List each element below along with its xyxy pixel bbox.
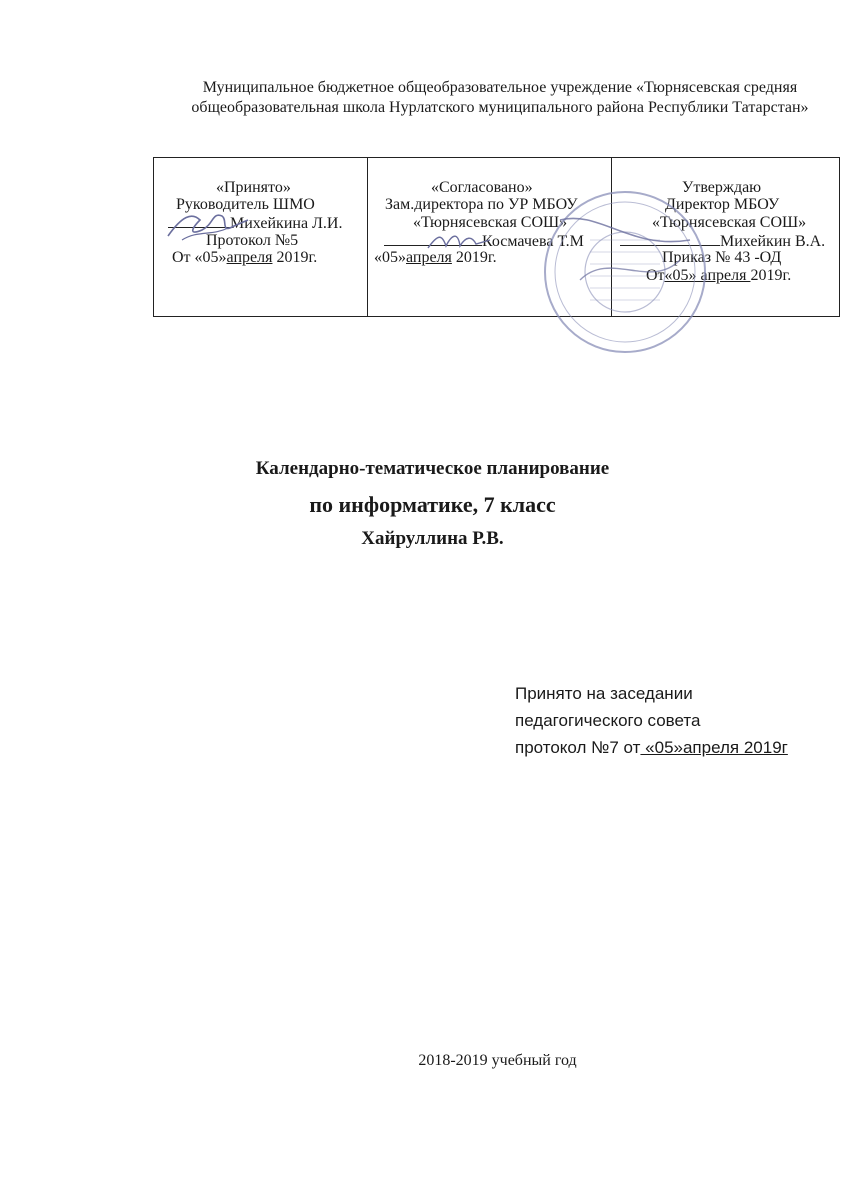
council-approval <box>515 680 788 761</box>
approved-date-prefix: От <box>646 267 665 284</box>
approved-date-underlined: «05» апреля <box>664 267 751 284</box>
agreed-date-prefix: «05» <box>374 249 406 266</box>
agreed-school: «Тюрнясевская СОШ» <box>413 214 568 231</box>
agreed-signature <box>424 228 494 256</box>
school-header-line-1: Муниципальное бюджетное общеобразовательное учреждение «Тюрнясевская средняя <box>202 79 798 96</box>
approved-date-year: 2019г. <box>750 267 792 284</box>
academic-year: 2018-2019 учебный год <box>418 1052 577 1069</box>
school-header <box>120 78 865 118</box>
document-title: Календарно-тематическое планирование <box>255 458 610 479</box>
accepted-date-prefix: От «05» <box>172 249 227 266</box>
accepted-date-year: 2019г. <box>272 249 318 266</box>
agreed-name: Космачева Т.М <box>482 233 584 250</box>
council-protocol: протокол №7 от <box>515 738 641 757</box>
accepted-protocol: Протокол №5 <box>206 232 299 249</box>
school-stamp <box>540 180 710 365</box>
document-author: Хайруллина Р.В. <box>361 528 504 549</box>
agreed-date-month: апреля <box>406 249 452 266</box>
agreed-role: Зам.директора по УР МБОУ <box>385 196 578 213</box>
accepted-name: Михейкина Л.И. <box>230 215 343 232</box>
accepted-date-month: апреля <box>226 249 273 266</box>
approved-title: Утверждаю <box>682 179 762 196</box>
agreed-date-year: 2019г. <box>451 249 497 266</box>
approved-order: Приказ № 43 -ОД <box>662 249 782 266</box>
approved-role: Директор МБОУ <box>665 196 780 213</box>
council-line-2: педагогического совета <box>515 711 701 730</box>
council-date: «05»апреля 2019г <box>640 738 788 757</box>
accepted-date <box>172 249 317 266</box>
accepted-signature <box>162 206 252 246</box>
council-line-1: Принято на заседании <box>515 684 693 703</box>
approved-school: «Тюрнясевская СОШ» <box>652 214 807 231</box>
school-header-line-2: общеобразовательная школа Нурлатского муниципального района Республики Татарстан» <box>191 99 809 116</box>
approved-name: Михейкин В.А. <box>720 233 826 250</box>
accepted-role: Руководитель ШМО <box>176 196 315 213</box>
agreed-title: «Согласовано» <box>431 179 533 196</box>
approval-cell-accepted <box>154 158 368 316</box>
approval-table <box>153 157 840 317</box>
accepted-title: «Принято» <box>216 179 291 196</box>
document-subject: по информатике, 7 класс <box>309 492 556 517</box>
council-protocol-line <box>515 734 788 761</box>
